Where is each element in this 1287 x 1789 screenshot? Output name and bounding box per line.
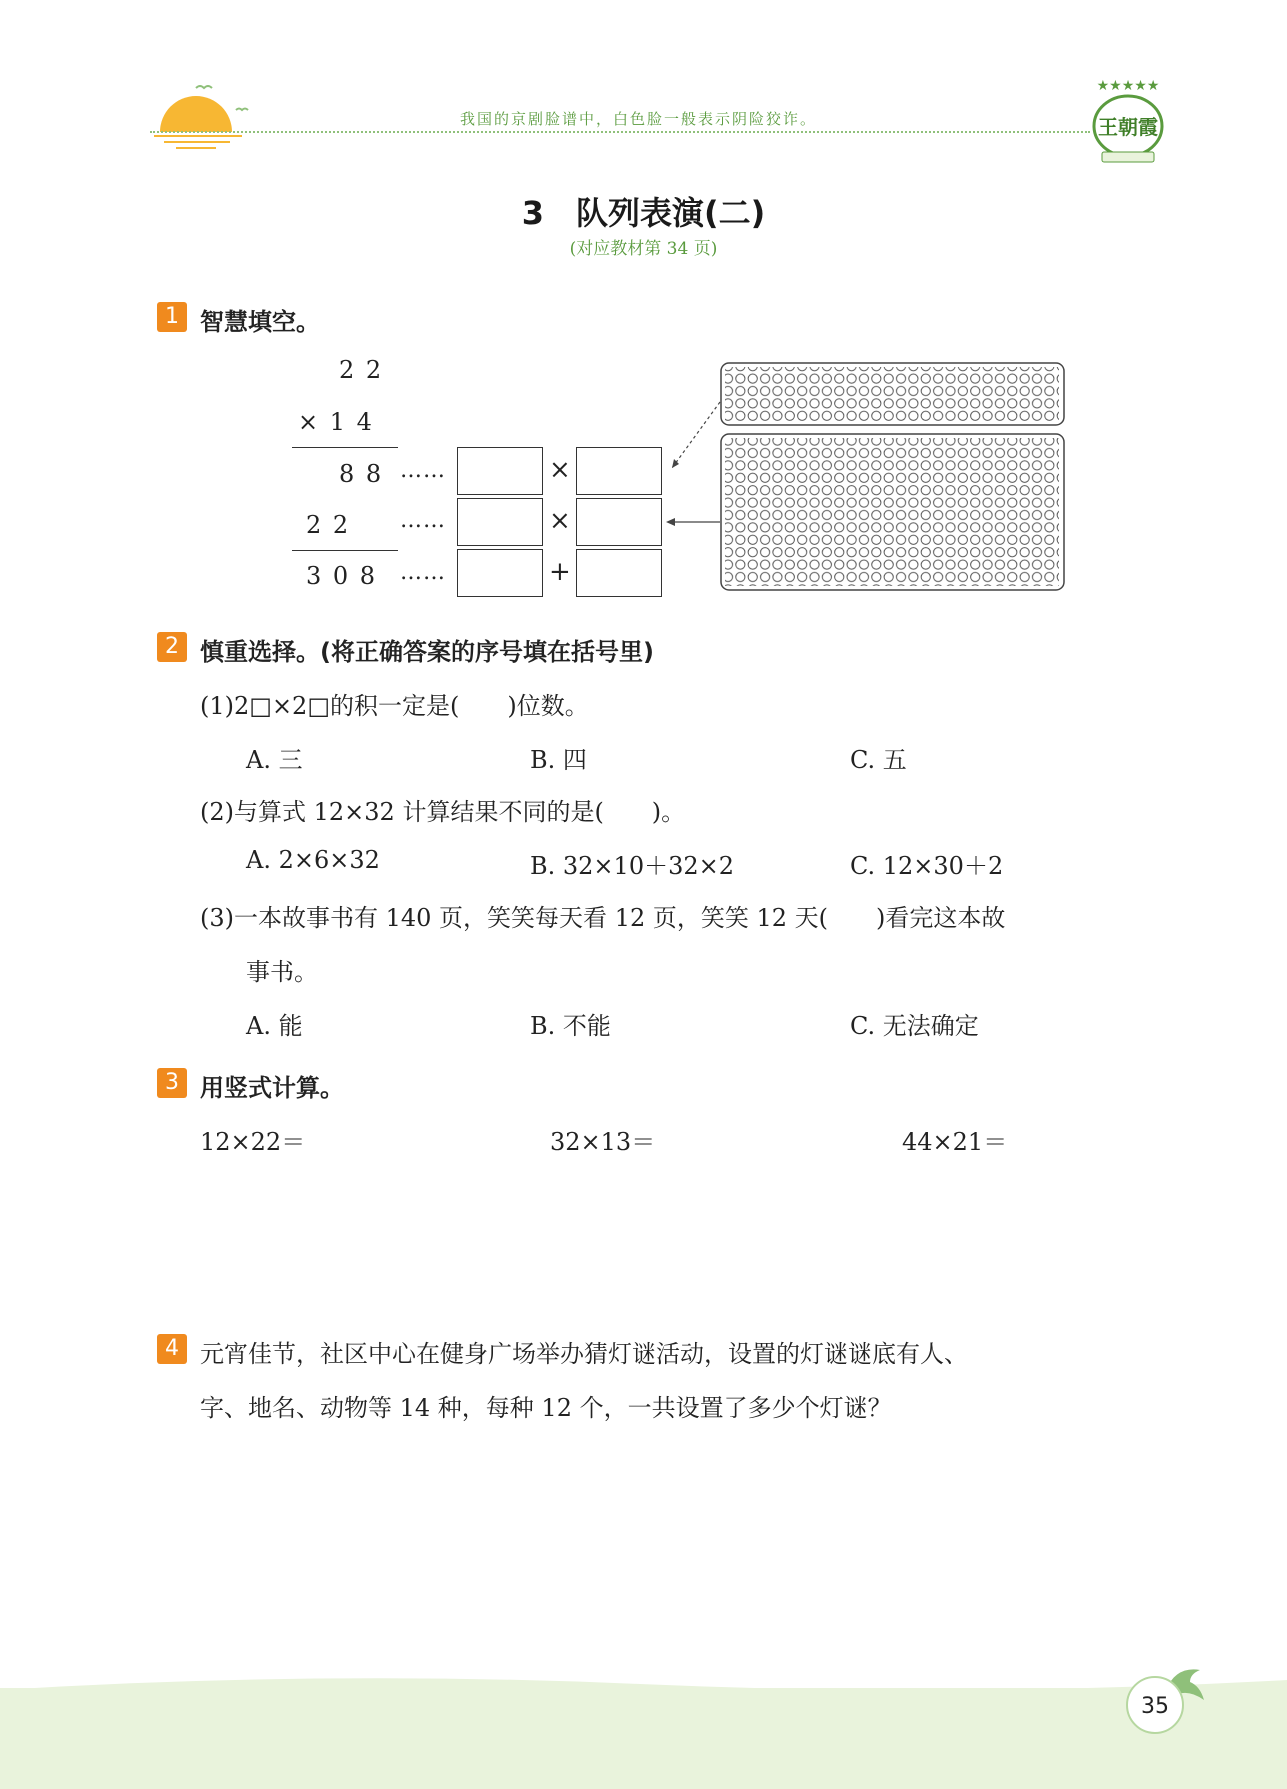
sun-logo-icon bbox=[150, 76, 260, 150]
page-title: 3 队列表演(二) bbox=[521, 194, 766, 232]
question-3-title: 用竖式计算。 bbox=[200, 1074, 344, 1102]
question-1-title: 智慧填空。 bbox=[200, 308, 320, 336]
page-number: 35 bbox=[1126, 1676, 1184, 1734]
q4-text-line-2: 字、地名、动物等 14 种，每种 12 个，一共设置了多少个灯谜？ bbox=[200, 1394, 892, 1422]
q4-text-line-1: 元宵佳节，社区中心在健身广场举办猜灯谜活动，设置的灯谜谜底有人、 bbox=[200, 1340, 968, 1368]
question-2-title: 慎重选择。(将正确答案的序号填在括号里) bbox=[200, 638, 654, 666]
q3-expression-2: 32×13＝ bbox=[550, 1128, 656, 1156]
q2-1-option-c[interactable]: C. 五 bbox=[850, 746, 907, 774]
dots-3: …… bbox=[400, 560, 446, 585]
q2-3-option-b[interactable]: B. 不能 bbox=[530, 1012, 611, 1040]
q2-2-stem: (2)与算式 12×32 计算结果不同的是( )。 bbox=[200, 798, 686, 826]
q2-2-option-c[interactable]: C. 12×30＋2 bbox=[850, 852, 1004, 880]
multiply-line-1 bbox=[292, 447, 398, 448]
q3-expression-3: 44×21＝ bbox=[902, 1128, 1008, 1156]
q2-3-stem-continued: 事书。 bbox=[246, 958, 318, 986]
answer-box-2b[interactable] bbox=[576, 498, 662, 546]
svg-text:★★★★★: ★★★★★ bbox=[1096, 78, 1160, 94]
plus-sign: + bbox=[549, 557, 571, 587]
times-sign-1: × bbox=[549, 455, 571, 485]
footer-band bbox=[0, 1688, 1287, 1789]
final-product: 3 0 8 bbox=[306, 562, 378, 590]
brand-badge-icon bbox=[1086, 76, 1170, 166]
q2-1-stem: (1)2□×2□的积一定是( )位数。 bbox=[200, 692, 589, 720]
header-divider bbox=[150, 131, 1090, 133]
q2-3-option-a[interactable]: A. 能 bbox=[246, 1012, 303, 1040]
brand-badge-text: 王朝霞 bbox=[1098, 115, 1158, 139]
dots-1: …… bbox=[400, 458, 446, 483]
footer-wave-icon bbox=[0, 1660, 1287, 1700]
dot-array-figure bbox=[660, 360, 1070, 596]
answer-box-1a[interactable] bbox=[457, 447, 543, 495]
partial-product-1: 8 8 bbox=[339, 460, 384, 488]
q2-1-option-a[interactable]: A. 三 bbox=[246, 746, 303, 774]
multiply-line-2 bbox=[292, 550, 398, 551]
multiplicand: 2 2 bbox=[339, 356, 384, 384]
times-sign-2: × bbox=[549, 506, 571, 536]
header-tip: 我国的京剧脸谱中，白色脸一般表示阴险狡诈。 bbox=[460, 110, 818, 128]
question-2-badge: 2 bbox=[157, 632, 187, 662]
q3-expression-1: 12×22＝ bbox=[200, 1128, 306, 1156]
question-4-badge: 4 bbox=[157, 1334, 187, 1364]
dots-2: …… bbox=[400, 508, 446, 533]
page-subtitle: (对应教材第 34 页) bbox=[569, 239, 718, 259]
answer-box-3b[interactable] bbox=[576, 549, 662, 597]
q2-2-option-b[interactable]: B. 32×10＋32×2 bbox=[530, 852, 734, 880]
q2-1-option-b[interactable]: B. 四 bbox=[530, 746, 587, 774]
q2-3-stem: (3)一本故事书有 140 页，笑笑每天看 12 页，笑笑 12 天( )看完这本故 bbox=[200, 904, 1006, 932]
answer-box-3a[interactable] bbox=[457, 549, 543, 597]
question-1-badge: 1 bbox=[157, 302, 187, 332]
partial-product-2: 2 2 bbox=[306, 511, 351, 539]
answer-box-2a[interactable] bbox=[457, 498, 543, 546]
question-3-badge: 3 bbox=[157, 1068, 187, 1098]
q2-3-option-c[interactable]: C. 无法确定 bbox=[850, 1012, 979, 1040]
q2-2-option-a[interactable]: A. 2×6×32 bbox=[246, 846, 380, 874]
multiplier: × 1 4 bbox=[298, 408, 374, 436]
answer-box-1b[interactable] bbox=[576, 447, 662, 495]
